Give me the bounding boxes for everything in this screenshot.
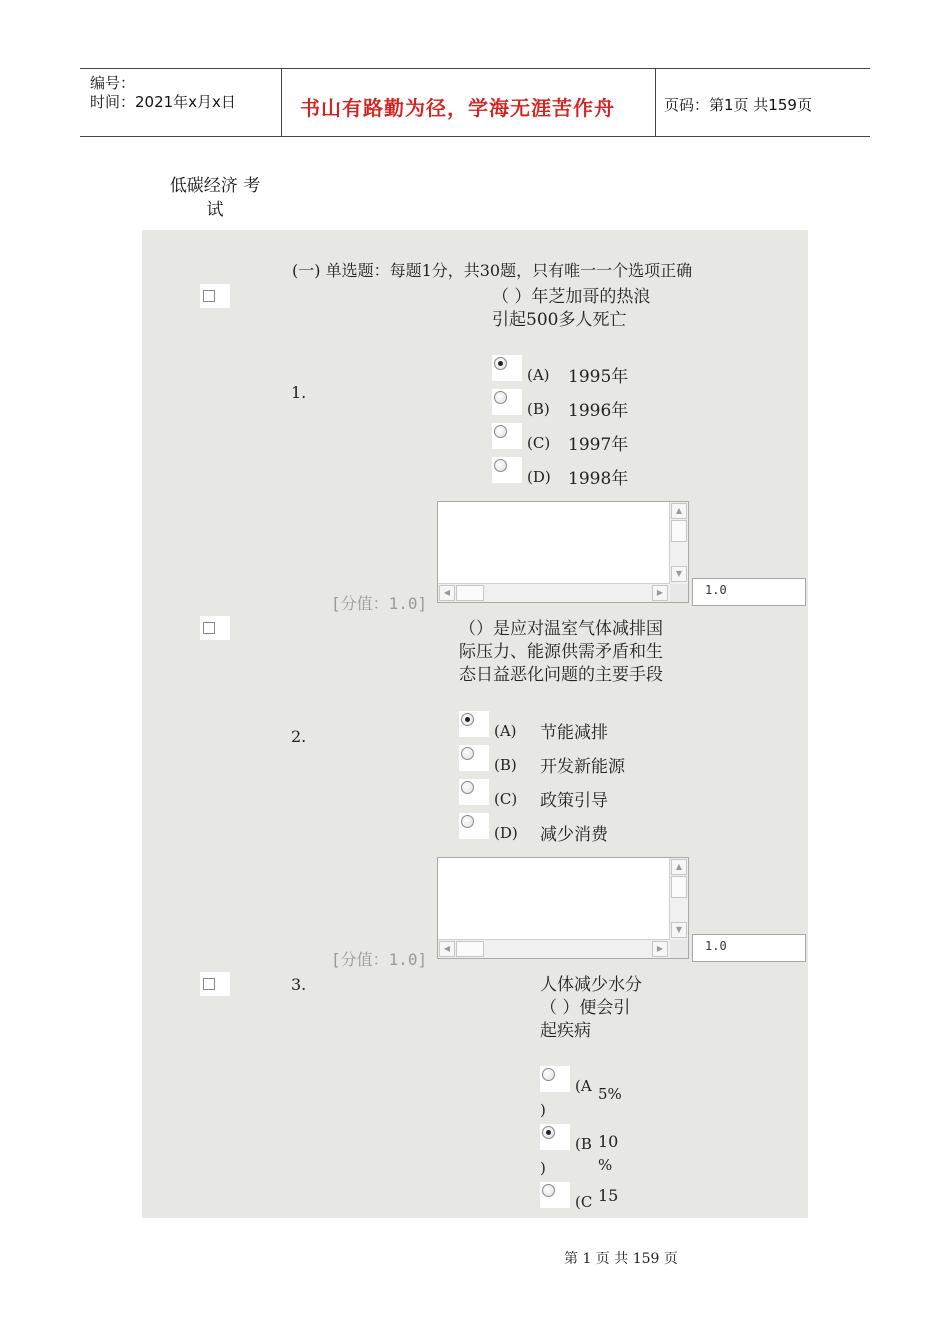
document-title	[155, 174, 275, 222]
question-1-score-label: [分值：1.0]	[331, 594, 428, 613]
option-text: 15	[598, 1186, 619, 1205]
question-2-option-a-radio[interactable]	[459, 711, 489, 737]
question-1-option-c-radio[interactable]	[492, 423, 522, 449]
option-text: 节能减排	[540, 723, 608, 743]
header-top-rule	[80, 68, 870, 69]
question-3-option-b-radio[interactable]	[540, 1124, 570, 1150]
scroll-up-icon[interactable]: ▲	[671, 503, 687, 519]
option-text: 10	[598, 1132, 619, 1151]
option-letter: (A	[575, 1077, 592, 1095]
option-text: 政策引导	[540, 791, 608, 811]
question-2-comment-textarea[interactable]	[437, 857, 689, 959]
question-3-number: 3.	[291, 975, 307, 994]
vertical-scrollbar[interactable]	[669, 858, 688, 940]
scroll-left-icon[interactable]: ◀	[439, 585, 455, 601]
scroll-thumb[interactable]	[671, 876, 687, 898]
option-text: 1997年	[568, 435, 629, 455]
option-text: 1998年	[568, 469, 629, 489]
option-text: 1996年	[568, 401, 629, 421]
scroll-right-icon[interactable]: ▶	[652, 585, 668, 601]
option-letter: (D)	[494, 824, 518, 842]
horizontal-scrollbar[interactable]	[438, 939, 670, 958]
question-text-line: 人体减少水分	[540, 975, 642, 995]
question-text-line: （ ）年芝加哥的热浪	[492, 287, 651, 307]
page-footer: 第 1 页 共 159 页	[564, 1251, 678, 1267]
scroll-up-icon[interactable]: ▲	[671, 859, 687, 875]
option-letter: )	[540, 1101, 546, 1119]
section-heading: (一) 单选题：每题1分，共30题，只有唯一一个选项正确	[292, 261, 693, 280]
option-letter: )	[540, 1159, 546, 1177]
scroll-thumb[interactable]	[456, 585, 484, 601]
scroll-thumb[interactable]	[671, 520, 687, 542]
option-letter: (B)	[527, 400, 550, 418]
question-text-line: 态日益恶化问题的主要手段	[459, 665, 663, 685]
document-title-line: 试	[206, 200, 224, 220]
vertical-scrollbar[interactable]	[669, 502, 688, 584]
question-text-line: 际压力、能源供需矛盾和生	[459, 642, 663, 662]
scroll-right-icon[interactable]: ▶	[652, 941, 668, 957]
option-letter: (A)	[494, 722, 517, 740]
option-text: 1995年	[568, 367, 629, 387]
header-divider	[281, 68, 282, 136]
question-1-checkbox[interactable]	[200, 284, 230, 308]
option-letter: (D)	[527, 468, 551, 486]
scroll-thumb[interactable]	[456, 941, 484, 957]
question-2-text	[459, 618, 663, 687]
question-text-line: （）是应对温室气体减排国	[459, 619, 663, 639]
option-letter: (C	[575, 1193, 593, 1211]
header-time-label: 时间：2021年x月x日	[90, 93, 236, 111]
question-1-option-d-radio[interactable]	[492, 457, 522, 483]
question-1-comment-textarea[interactable]	[437, 501, 689, 603]
option-text: 5%	[598, 1085, 622, 1103]
question-2-option-d-radio[interactable]	[459, 813, 489, 839]
question-text-line: （ ）便会引	[540, 998, 631, 1018]
option-text: 开发新能源	[540, 757, 625, 777]
header-motto: 书山有路勤为径，学海无涯苦作舟	[300, 96, 615, 120]
question-2-checkbox[interactable]	[200, 616, 230, 640]
question-1-option-a-radio[interactable]	[492, 355, 522, 381]
option-text: 减少消费	[540, 825, 608, 845]
header-divider	[655, 68, 656, 136]
header-page-label: 页码：第1页 共159页	[664, 96, 812, 114]
question-2-option-b-radio[interactable]	[459, 745, 489, 771]
question-text-line: 引起500多人死亡	[492, 310, 627, 330]
option-text: %	[598, 1156, 613, 1174]
question-2-option-c-radio[interactable]	[459, 779, 489, 805]
question-3-option-c-radio[interactable]	[540, 1182, 570, 1208]
question-1-text	[492, 286, 650, 332]
question-2-score-label: [分值：1.0]	[331, 950, 428, 969]
scroll-left-icon[interactable]: ◀	[439, 941, 455, 957]
question-1-score-field[interactable]: 1.0	[692, 578, 806, 606]
header-code-label: 编号：	[90, 74, 136, 92]
question-3-text	[540, 974, 642, 1043]
question-2-score-field[interactable]: 1.0	[692, 934, 806, 962]
scroll-corner	[670, 940, 688, 958]
option-letter: (C)	[494, 790, 518, 808]
question-2-number: 2.	[291, 727, 307, 746]
option-letter: (B)	[494, 756, 517, 774]
option-letter: (B	[575, 1135, 592, 1153]
question-1-option-b-radio[interactable]	[492, 389, 522, 415]
horizontal-scrollbar[interactable]	[438, 583, 670, 602]
scroll-down-icon[interactable]: ▼	[671, 566, 687, 582]
scroll-down-icon[interactable]: ▼	[671, 922, 687, 938]
document-title-line: 低碳经济 考	[169, 176, 261, 196]
header-bottom-rule	[80, 136, 870, 137]
question-1-number: 1.	[291, 383, 307, 402]
question-3-option-a-radio[interactable]	[540, 1066, 570, 1092]
option-letter: (C)	[527, 434, 551, 452]
option-letter: (A)	[527, 366, 550, 384]
question-3-checkbox[interactable]	[200, 972, 230, 996]
question-text-line: 起疾病	[540, 1021, 591, 1041]
scroll-corner	[670, 584, 688, 602]
